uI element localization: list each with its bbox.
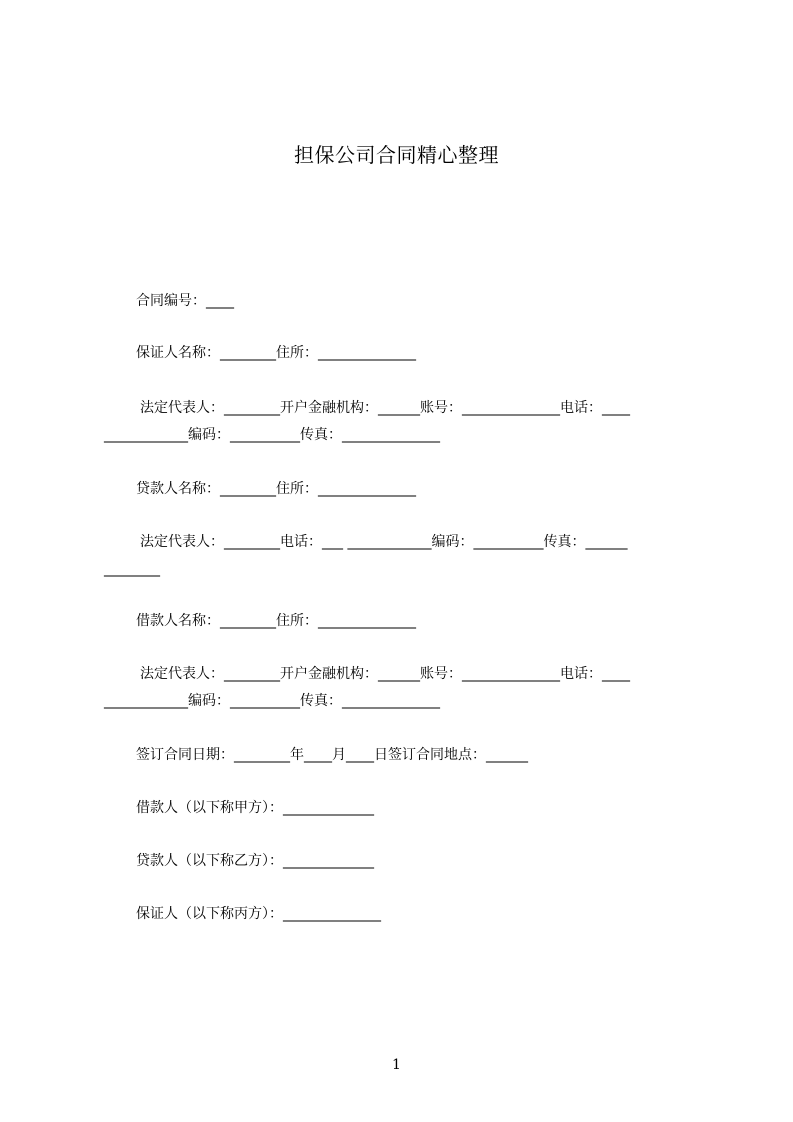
party-c-line: 保证人（以下称丙方）：______________ [136, 906, 381, 922]
lender-fax-continuation-line: ________ [104, 561, 160, 577]
guarantor-code-fax-line: ____________编码：__________传真：______________ [104, 427, 440, 443]
page-number: 1 [392, 1057, 401, 1073]
lender-legal-rep-line: 法定代表人：________电话：___ ____________编码：__________传真：______ [140, 534, 628, 550]
contract-number-line: 合同编号：____ [136, 293, 234, 309]
borrower-legal-rep-line: 法定代表人：________开户金融机构：______账号：______________电话：____ [140, 666, 630, 682]
borrower-code-fax-line: ____________编码：__________传真：______________ [104, 693, 440, 709]
borrower-name-line: 借款人名称：________住所：______________ [136, 613, 416, 629]
lender-name-line: 贷款人名称：________住所：______________ [136, 481, 416, 497]
party-b-line: 贷款人（以下称乙方）：_____________ [136, 853, 374, 869]
guarantor-legal-rep-line: 法定代表人：________开户金融机构：______账号：______________电话：____ [140, 400, 630, 416]
signing-date-place-line: 签订合同日期：________年____月____日签订合同地点：______ [136, 747, 528, 763]
guarantor-name-line: 保证人名称：________住所：______________ [136, 345, 416, 361]
party-a-line: 借款人（以下称甲方）：_____________ [136, 800, 374, 816]
document-title: 担保公司合同精心整理 [294, 143, 499, 167]
